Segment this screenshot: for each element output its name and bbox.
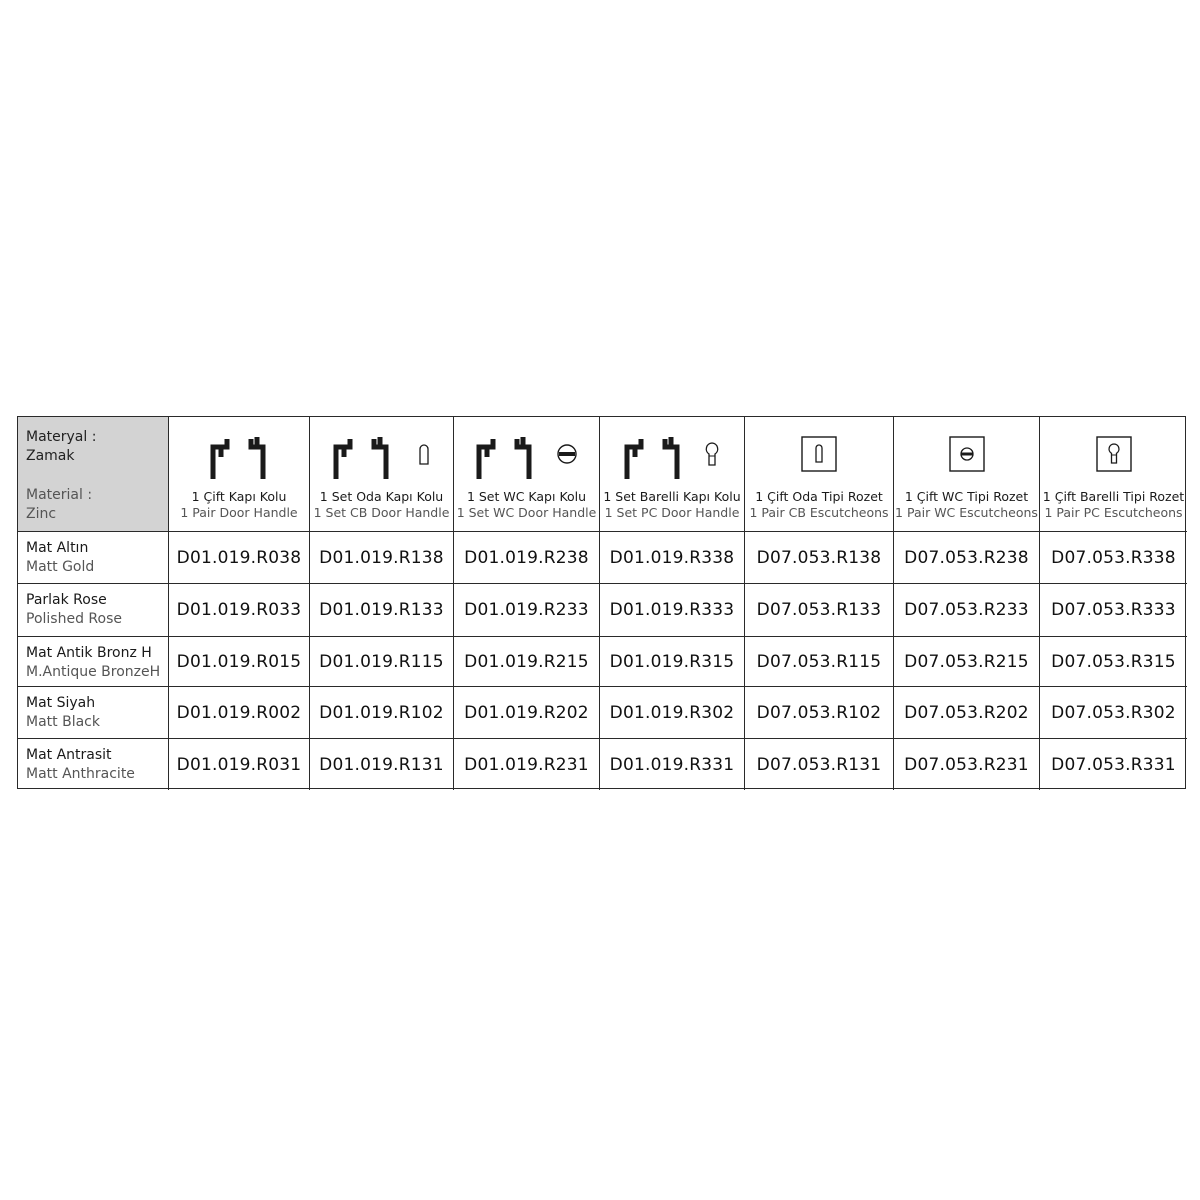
column-title-en: 1 Pair PC Escutcheons (1044, 505, 1183, 520)
door-handle-icon (210, 429, 268, 479)
product-code-cell: D01.019.R102 (310, 687, 454, 739)
product-code-cell: D07.053.R133 (745, 584, 894, 637)
row-title-en: M.Antique BronzeH (26, 664, 161, 680)
material-value-en: Zinc (26, 506, 57, 522)
row-label-polished-rose (18, 584, 169, 637)
column-header-cb-escutcheons (745, 417, 894, 532)
product-code-cell: D01.019.R002 (169, 687, 310, 739)
product-code-cell: D01.019.R315 (600, 637, 745, 687)
column-header-pc-escutcheons (1040, 417, 1187, 532)
column-header-cb-door-handle (310, 417, 454, 532)
product-code-cell: D07.053.R233 (894, 584, 1040, 637)
product-code-cell: D07.053.R202 (894, 687, 1040, 739)
product-code-cell: D07.053.R115 (745, 637, 894, 687)
product-code-cell: D01.019.R233 (454, 584, 600, 637)
product-code-cell: D01.019.R231 (454, 739, 600, 790)
product-code-cell: D07.053.R238 (894, 532, 1040, 584)
cb-escutcheon-icon (801, 436, 837, 472)
product-code-cell: D07.053.R333 (1040, 584, 1187, 637)
row-title-en: Matt Gold (26, 559, 95, 575)
pc-escutcheon-icon (1096, 436, 1132, 472)
product-code-cell: D01.019.R038 (169, 532, 310, 584)
column-title-en: 1 Pair Door Handle (180, 505, 298, 520)
door-handle-icon (624, 429, 682, 479)
product-code-cell: D01.019.R133 (310, 584, 454, 637)
product-code-cell: D01.019.R033 (169, 584, 310, 637)
column-title-tr: 1 Set Oda Kapı Kolu (319, 489, 444, 504)
column-title-tr: 1 Çift WC Tipi Rozet (904, 489, 1029, 504)
product-code-cell: D01.019.R115 (310, 637, 454, 687)
product-code-cell: D01.019.R015 (169, 637, 310, 687)
product-code-cell: D01.019.R131 (310, 739, 454, 790)
row-title-tr: Mat Siyah (26, 695, 96, 711)
product-code-cell: D01.019.R333 (600, 584, 745, 637)
column-header-pair-door-handle (169, 417, 310, 532)
material-label-en: Material : (26, 487, 93, 503)
column-title-en: 1 Set WC Door Handle (456, 505, 597, 520)
product-code-cell: D07.053.R231 (894, 739, 1040, 790)
product-code-cell: D01.019.R338 (600, 532, 745, 584)
product-code-cell: D01.019.R215 (454, 637, 600, 687)
product-code-cell: D07.053.R131 (745, 739, 894, 790)
column-title-tr: 1 Çift Barelli Tipi Rozet (1042, 489, 1185, 504)
row-title-tr: Parlak Rose (26, 592, 107, 608)
product-code-cell: D07.053.R215 (894, 637, 1040, 687)
row-title-en: Polished Rose (26, 611, 122, 627)
column-title-tr: 1 Set Barelli Kapı Kolu (603, 489, 741, 504)
product-code-table (17, 416, 1186, 789)
row-title-en: Matt Black (26, 714, 100, 730)
row-title-tr: Mat Altın (26, 540, 89, 556)
product-code-cell: D07.053.R315 (1040, 637, 1187, 687)
row-title-tr: Mat Antik Bronz H (26, 645, 152, 661)
product-code-cell: D01.019.R202 (454, 687, 600, 739)
column-header-wc-door-handle (454, 417, 600, 532)
product-code-cell: D07.053.R302 (1040, 687, 1187, 739)
material-value-tr: Zamak (26, 448, 75, 464)
product-code-cell: D07.053.R138 (745, 532, 894, 584)
row-label-matt-black (18, 687, 169, 739)
row-label-matt-antique-bronze (18, 637, 169, 687)
product-code-cell: D01.019.R302 (600, 687, 745, 739)
column-title-en: 1 Pair WC Escutcheons (895, 505, 1038, 520)
cb-keyhole-icon (417, 442, 431, 466)
column-title-en: 1 Set CB Door Handle (313, 505, 450, 520)
column-title-tr: 1 Set WC Kapı Kolu (466, 489, 587, 504)
wc-turn-icon (556, 443, 578, 465)
product-code-cell: D01.019.R331 (600, 739, 745, 790)
product-code-cell: D07.053.R331 (1051, 754, 1176, 775)
door-handle-icon (476, 429, 534, 479)
product-code-cell: D01.019.R138 (310, 532, 454, 584)
column-title-en: 1 Set PC Door Handle (604, 505, 740, 520)
column-title-tr: 1 Çift Oda Tipi Rozet (755, 489, 883, 504)
column-title-tr: 1 Çift Kapı Kolu (191, 489, 287, 504)
door-handle-icon (333, 429, 391, 479)
product-code-cell: D07.053.R102 (745, 687, 894, 739)
row-label-matt-gold (18, 532, 169, 584)
product-code-cell: D07.053.R338 (1040, 532, 1187, 584)
material-header-cell (18, 417, 169, 532)
row-title-en: Matt Anthracite (26, 766, 135, 782)
product-code-cell: D01.019.R031 (169, 739, 310, 790)
column-header-pc-door-handle (600, 417, 745, 532)
material-label-tr: Materyal : (26, 429, 97, 445)
pc-keyhole-icon (704, 441, 720, 467)
product-code-cell: D01.019.R238 (454, 532, 600, 584)
row-title-tr: Mat Antrasit (26, 747, 112, 763)
wc-escutcheon-icon (949, 436, 985, 472)
column-title-en: 1 Pair CB Escutcheons (749, 505, 889, 520)
row-label-matt-anthracite (18, 739, 169, 790)
column-header-wc-escutcheons (894, 417, 1040, 532)
